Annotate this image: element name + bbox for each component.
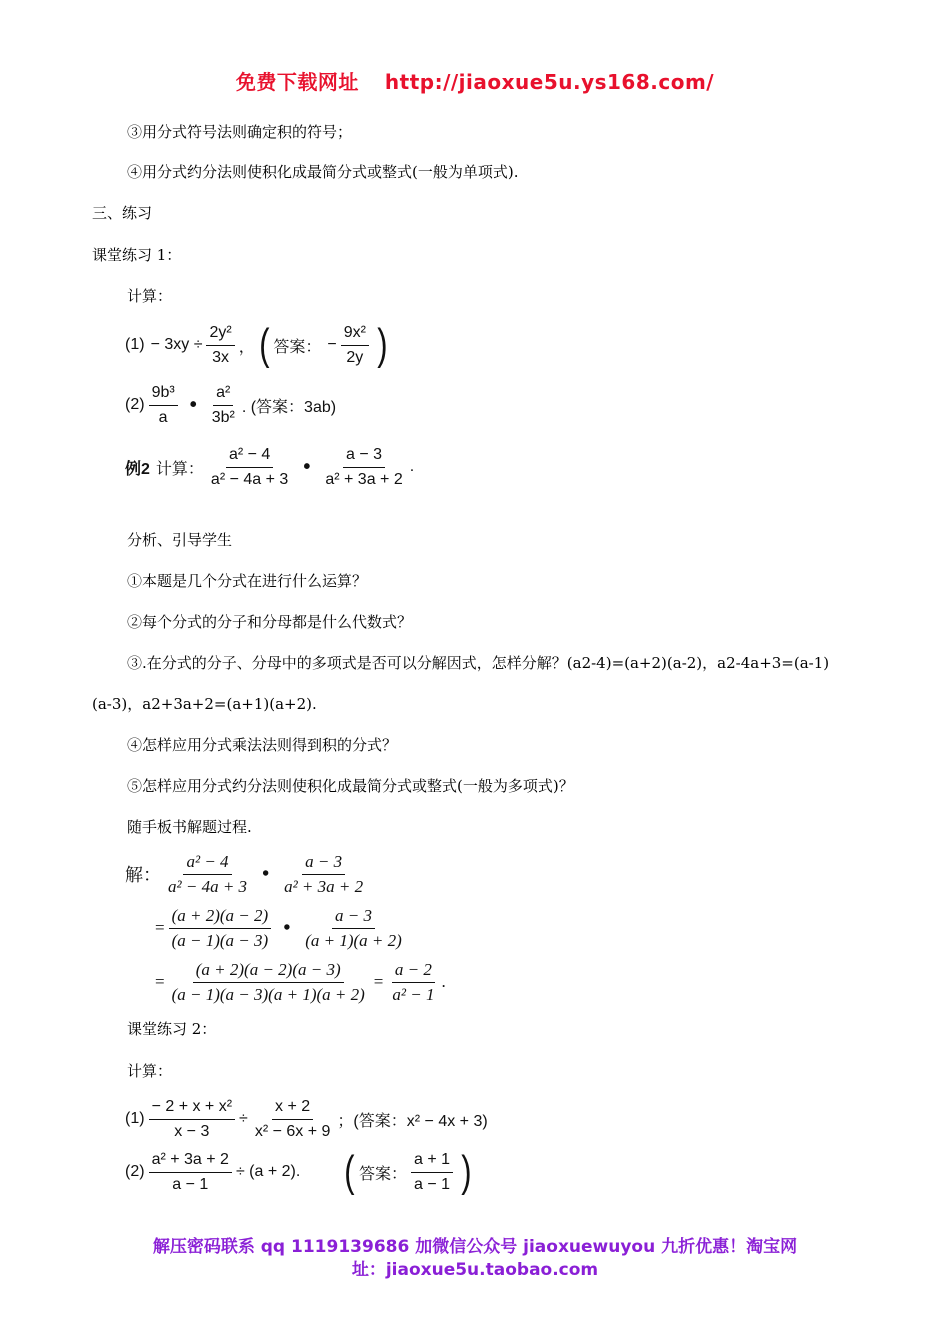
question-4: ④怎样应用分式乘法法则得到积的分式？ xyxy=(127,736,398,754)
solution-line-2: = $\frac{(a + 2)(a - 2)}{(a - 1)(a - 3)}$ • $\frac{a - 3}{(a + 1)(a + 2)}$ xyxy=(155,902,409,954)
download-header xyxy=(0,66,950,95)
section-heading: 三、练习 xyxy=(92,204,153,222)
practice-1-title: 课堂练习 1： xyxy=(92,246,182,264)
fraction: $\frac{\text{9b³}}{a}$ xyxy=(149,383,178,428)
fraction: $\frac{\text{a² − 4}}{\text{a² − 4a + 3}}$ xyxy=(210,445,289,488)
header-url[interactable]: http://jiaoxue5u.ys168.com/ xyxy=(384,70,715,94)
exercise-2: (2) $\frac{\text{9b³}}{a}$ • $\frac{\text{a²}}{\text{3b²}}$ . (答案：3ab) xyxy=(125,383,337,426)
example-2: 例2 计算： $\frac{\text{a² − 4}}{\text{a² − 4a + 3}}$ • $\frac{a - 3}{\text{a² + 3a + 2}}$ . xyxy=(125,445,415,488)
fraction: $\frac{a - 3}{\text{a² + 3a + 2}}$ xyxy=(284,851,364,896)
calc-label-2: 计算： xyxy=(127,1062,173,1080)
fraction: $\frac{x + 2}{\text{x² − 6x + 9}}$ xyxy=(254,1097,331,1140)
exercise-1: (1) − 3xy ÷ $\frac{\text{2y²}}{3x}$ ， ( 答案： − $\frac{\text{9x²}}{2y}$ ) xyxy=(125,320,388,369)
fraction: $\frac{\text{2y²}}{3x}$ xyxy=(206,323,234,368)
question-3: ③.在分式的分子、分母中的多项式是否可以分解因式，怎样分解？(a2-4)=(a+2)(a-2)，a2-4a+3=(a-1) xyxy=(127,654,830,672)
fraction: $\frac{\text{− 2 + x + x²}}{x - 3}$ xyxy=(149,1097,235,1142)
question-1: ①本题是几个分式在进行什么运算？ xyxy=(127,572,368,590)
footer-line-2[interactable]: 址：jiaoxue5u.taobao.com xyxy=(351,1260,599,1280)
question-2: ②每个分式的分子和分母都是什么代数式？ xyxy=(127,613,413,631)
practice-2-ex-2: (2) $\frac{\text{a² + 3a + 2}}{a - 1}$ ÷ (a + 2). ( 答案： $\frac{a + 1}{a - 1}$ ) xyxy=(125,1147,472,1196)
fraction: $\frac{(a + 2)(a - 2)}{(a - 1)(a - 3)}$ xyxy=(169,906,272,951)
practice-2-ex-1: (1) $\frac{\text{− 2 + x + x²}}{x - 3}$ ÷ $\frac{x + 2}{\text{x² − 6x + 9}}$ ；(答案：x² − 4x + 3) xyxy=(125,1097,488,1140)
answer-fraction: $\frac{\text{9x²}}{2y}$ xyxy=(341,323,369,368)
fraction: $\frac{(a + 2)(a - 2)(a - 3)}{(a - 1)(a - 3)(a + 1)(a + 2)}$ xyxy=(171,959,365,1004)
practice-2-title: 课堂练习 2： xyxy=(127,1020,217,1038)
step-3: ③用分式符号法则确定积的符号； xyxy=(127,123,353,141)
fraction: $\frac{a - 2}{\text{a² − 1}}$ xyxy=(392,959,435,1004)
header-title: 免费下载网址 xyxy=(235,70,359,94)
fraction: $\frac{\text{a² − 4}}{\text{a² − 4a + 3}}$ xyxy=(168,851,248,896)
question-3-cont: (a-3)，a2+3a+2=(a+1)(a+2). xyxy=(92,695,317,713)
board-note: 随手板书解题过程. xyxy=(127,818,252,836)
question-5: ⑤怎样应用分式约分法则使积化成最简分式或整式(一般为多项式)？ xyxy=(127,777,574,795)
footer-line-1: 解压密码联系 qq 1119139686 加微信公众号 jiaoxuewuyou 九折优惠！淘宝网 xyxy=(152,1237,798,1257)
fraction: $\frac{a - 3}{\text{a² + 3a + 2}}$ xyxy=(325,445,403,488)
solution-line-1: 解： $\frac{\text{a² − 4}}{\text{a² − 4a + 3}}$ • $\frac{a - 3}{\text{a² + 3a + 2}}$ xyxy=(125,848,370,900)
answer-fraction: $\frac{a + 1}{a - 1}$ xyxy=(411,1150,453,1195)
calc-label-1: 计算： xyxy=(127,287,173,305)
fraction: $\frac{\text{a²}}{\text{3b²}}$ xyxy=(211,383,235,426)
analysis-title: 分析、引导学生 xyxy=(127,531,233,549)
fraction: $\frac{\text{a² + 3a + 2}}{a - 1}$ xyxy=(149,1150,232,1195)
solution-line-3: = $\frac{(a + 2)(a - 2)(a - 3)}{(a - 1)(a - 3)(a + 1)(a + 2)}$ = $\frac{a - 2}{\text{a² − 1}}$ . xyxy=(155,959,446,1004)
fraction: $\frac{a - 3}{(a + 1)(a + 2)}$ xyxy=(305,905,402,950)
step-4: ④用分式约分法则使积化成最简分式或整式(一般为单项式). xyxy=(127,163,519,181)
